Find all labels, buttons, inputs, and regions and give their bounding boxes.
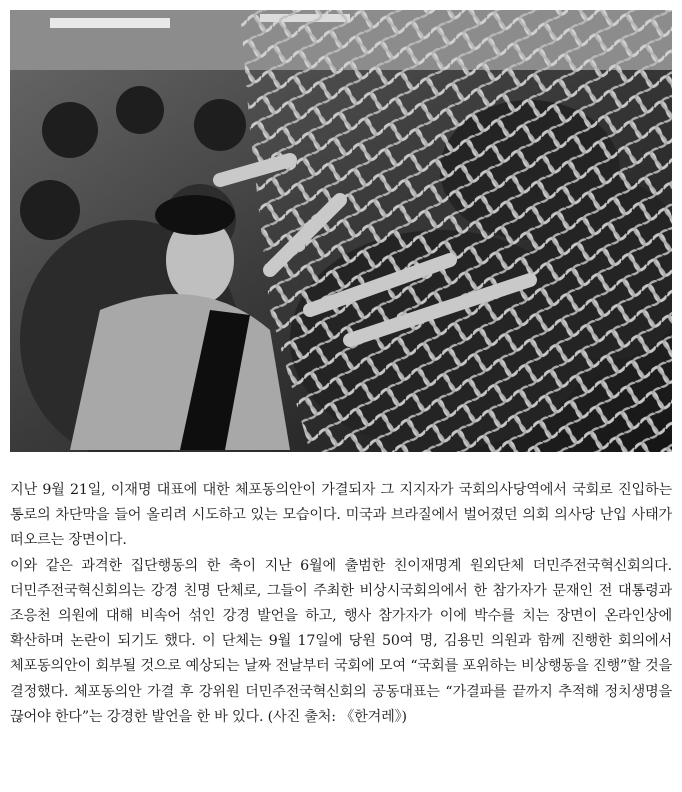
caption-paragraph-1: 지난 9월 21일, 이재명 대표에 대한 체포동의안이 가결되자 그 지지자가 국회의사당역에서 국회로 진입하는 통로의 차단막을 들어 올리려 시도하고 있는 모습이다. 미국과 브라질에서 벌어졌던 의회 의사당 난입 사태가 떠오르는 장면이다.	[10, 482, 672, 549]
news-photo	[10, 10, 672, 452]
photo-caption	[10, 478, 672, 730]
caption-paragraph-2: 이와 같은 과격한 집단행동의 한 축이 지난 6월에 출범한 친이재명계 원외단체 더민주전국혁신회의다. 더민주전국혁신회의는 강경 친명 단체로, 그들이 주최한 비상시국회의에서 한 참가자가 문재인 전 대통령과 조응천 의원에 대해 비속어 섞인 강경 발언을 하고, 행사 참가자가 이에 박수를 치는 장면이 온라인상에 확산하며 논란이 되기도 했다. 이 단체는 9월 17일에 당원 50여 명, 김용민 의원과 함께 진행한 회의에서 체포동의안이 회부될 것으로 예상되는 날짜 전날부터 국회에 모여 “국회를 포위하는 비상행동을 진행”할 것을 결정했다. 체포동의안 가결 후 강위원 더민주전국혁신회의 공동대표는 “가결파를 끝까지 추적해 정치생명을 끊어야 한다”는 강경한 발언을 한 바 있다. (사진 출처: 《한겨레》)	[10, 557, 672, 725]
